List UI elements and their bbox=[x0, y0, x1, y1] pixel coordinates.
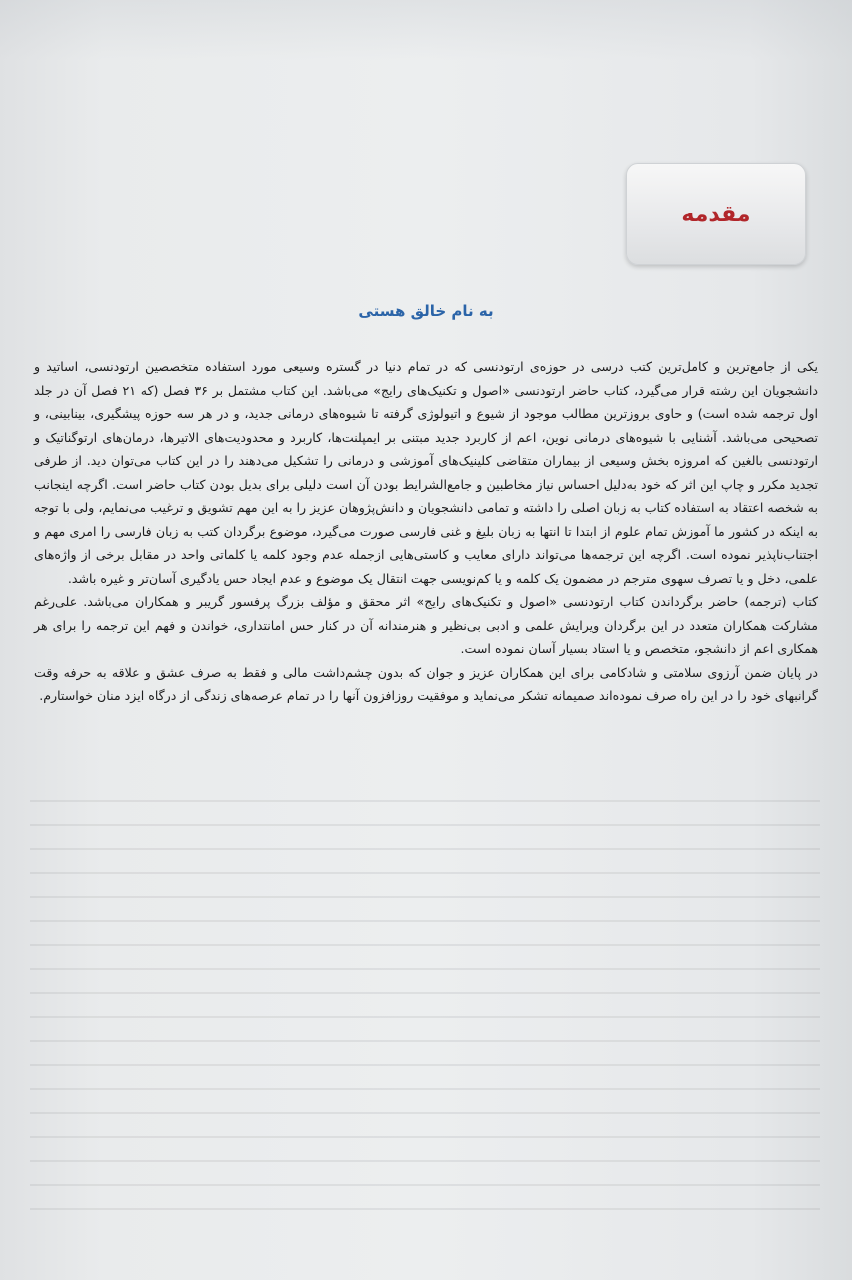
section-heading-box bbox=[626, 163, 806, 265]
paragraph-1: یکی از جامع‌ترین و کامل‌ترین کتب درسی در حوزه‌ی ارتودنسی که در تمام دنیا در گستره وسیعی مورد استفاده متخصصین ارتودنسی، اساتید و دانشجویان این رشته قرار می‌گیرد، کتاب حاضر ارتودنسی «اصول و تکنیک‌های رایج» می‌باشد. این کتاب مشتمل بر ۳۶ فصل (که ۲۱ فصل آن در جلد اول ترجمه شده است) و حاوی بروزترین مطالب موجود از شیوع و اتیولوژی گرفته تا شیوه‌های درمانی جدید، و در هر سه حوزه پیشگیری، بینابینی، و تصحیحی می‌باشد. آشنایی با شیوه‌های درمانی نوین، اعم از کاربرد جدید مبتنی بر ایمپلنت‌ها، کاربرد و محدودیت‌های الاتیرها، درمان‌های ارتوگناتیک و ارتودنسی بالغین که امروزه بخش وسیعی از بیماران متقاضی کلینیک‌های آموزشی و درمانی را تشکیل می‌دهند را در این کتاب می‌توان دید. از طرفی تجدید مکرر و چاپ این اثر که خود به‌دلیل احساس نیاز مخاطبین و جامع‌الشرایط بودن آن است دلیلی برای بدیل بودن کتاب حاضر است. اگرچه اینجانب به شخصه اعتقاد به استفاده کتاب به زبان اصلی را داشته و تمامی دانشجویان و دانش‌پژوهان عزیز را به این مهم تشویق و ترغیب می‌نمایم، ولی با توجه به اینکه در کشور ما آموزش تمام علوم از ابتدا تا انتها به زبان بلیغ و غنی فارسی صورت می‌گیرد، موضوع برگردان کتب به زبان فارسی را امری مهم و اجتناب‌ناپذیر نموده است. اگرچه این ترجمه‌ها می‌تواند دارای معایب و کاستی‌هایی ازجمله عدم وجود کلمه یا کلماتی واحد در مقابل برخی از واژه‌های علمی، دخل و یا تصرف سهوی مترجم در مضمون یک کلمه و یا کم‌نویسی جهت انتقال یک موضوع و عدم ایجاد حس یادگیری آسان‌تر و غیره باشد. bbox=[34, 359, 818, 586]
paragraph-2: کتاب (ترجمه) حاضر برگرداندن کتاب ارتودنسی «اصول و تکنیک‌های رایج» اثر محقق و مؤلف بزرگ پرفسور گریبر و همکاران می‌باشد. علی‌رغم مشارکت همکاران متعدد در این برگردان ویرایش علمی و ادبی بی‌نظیر و هنرمندانه آن در کنار حس امانتداری، خواندن و فهم این ترجمه را برای هر همکاری اعم از دانشجو، متخصص و یا استاد بسیار آسان نموده است. bbox=[34, 594, 818, 656]
show-through-texture bbox=[30, 800, 820, 1240]
page-shadow bbox=[0, 0, 852, 60]
body-text bbox=[34, 355, 818, 708]
section-heading: مقدمه bbox=[681, 201, 751, 227]
paragraph-3: در پایان ضمن آرزوی سلامتی و شادکامی برای این همکاران عزیز و جوان که بدون چشم‌داشت مالی و فقط به صرف عشق و علاقه به حرفه وقت گرانبهای خود را در این راه صرف نموده‌اند صمیمانه تشکر می‌نماید و موفقیت روزافزون آنها را در تمام عرصه‌های زندگی از درگاه ایزد منان خواستارم. bbox=[34, 664, 818, 703]
subtitle: به نام خالق هستی bbox=[358, 302, 494, 320]
